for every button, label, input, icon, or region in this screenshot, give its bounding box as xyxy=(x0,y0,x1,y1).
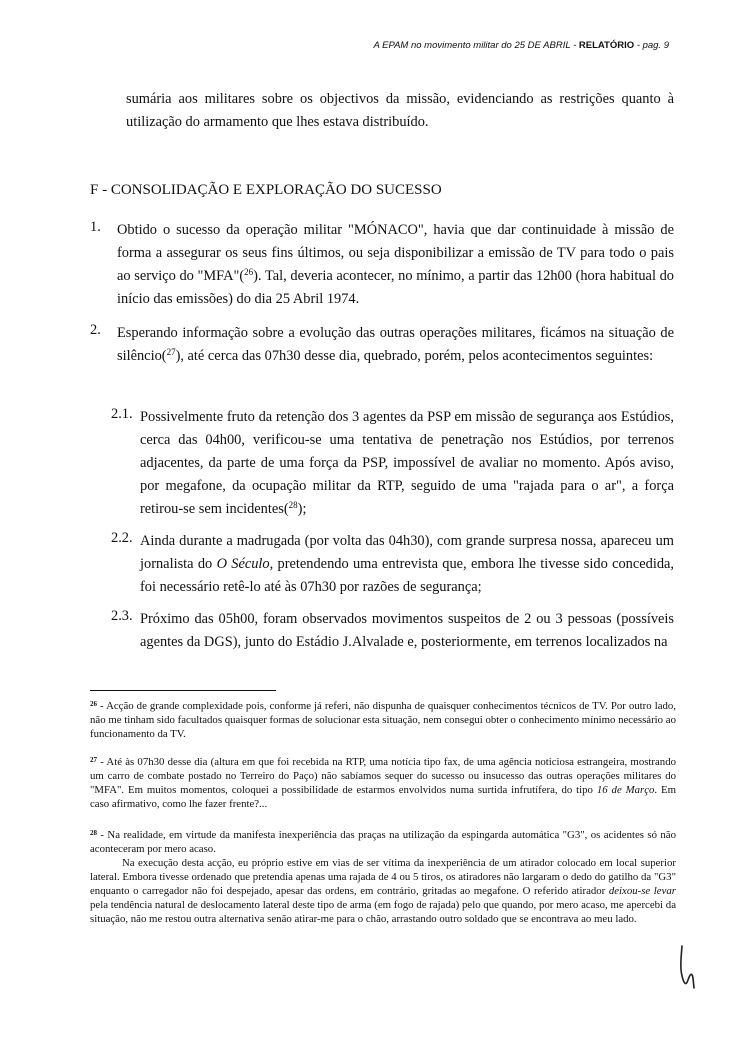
footnote-separator xyxy=(90,690,276,691)
footnote-28-italic: deixou-se levar xyxy=(608,885,676,897)
item-1-text-b: ). Tal, deveria acontecer, no mínimo, a partir das 12h00 (hora habitual do início das emissões) do dia 25 Abril 1974. xyxy=(117,268,674,307)
footnote-ref-26: 26 xyxy=(244,267,254,277)
intro-paragraph: sumária aos militares sobre os objectivos da missão, evidenciando as restrições quanto à utilização do armamento que lhes estava distribuído. xyxy=(126,91,674,130)
footnote-26-mark: 26 xyxy=(90,700,97,708)
footnote-28-para-1 xyxy=(90,826,676,856)
item-2-text-a: Esperando informação sobre a evolução das outras operações militares, ficámos na situação de silêncio( xyxy=(117,325,674,364)
footnote-28-para-2-a: Na execução desta acção, eu próprio estive em vias de ser vítima da inexperiência de um atirador colocado em local superior lateral. Embora tivesse ordenado que pretendia apenas uma rajada de 4 ou 5 tiros, os atiradores não largaram o dedo do gatilho da "G3" enquanto o carregador não foi despejado, apesar das ordens, em contrário, gritadas ao megafone. O referido atirador xyxy=(90,857,676,897)
footnote-27-italic: 16 de Março xyxy=(596,784,655,796)
newspaper-title: O Século xyxy=(216,556,270,572)
footnote-27-text-b: . Em caso afirmativo, como lhe fazer frente?... xyxy=(90,784,677,810)
footnote-28-mark: 28 xyxy=(90,829,97,837)
subitem-2-2-text xyxy=(140,530,674,599)
subitem-2-3-text: Próximo das 05h00, foram observados movimentos suspeitos de 2 ou 3 pessoas (possíveis agentes da DGS), junto do Estádio J.Alvalade e, posteriormente, em terrenos localizados na xyxy=(140,611,674,650)
page-header xyxy=(374,40,670,51)
footnote-26-text: - Acção de grande complexidade pois, conforme já referi, não dispunha de quaisquer conhecimentos técnicos de TV. Por outro lado, não me tinham sido facultados quaisquer formas de solucionar esta situação, nem consegui obter o conhecimento mínimo necessário ao funcionamento da TV. xyxy=(90,700,676,740)
subitem-2-1-text xyxy=(140,406,674,521)
item-1-text xyxy=(117,219,674,311)
item-1-text-a: Obtido o sucesso da operação militar "MÓNACO", havia que dar continuidade à missão de forma a assegurar os seus fins últimos, ou seja disponibilizar a emissão de TV para todo o pais ao serviço do "MFA"( xyxy=(117,222,674,284)
footnote-ref-27: 27 xyxy=(166,347,176,357)
footnote-27-text-a: - Até às 07h30 desse dia (altura em que foi recebida na RTP, uma notícia tipo fax, de uma agência noticiosa estrangeira, mostrando um carro de combate postado no Terreiro do Paço) não sabíamos sequer do sucesso ou insucesso das outras operações militares do "MFA". Em muitos momentos, coloquei a possibilidade de estarmos envolvidos numa surtida infrutífera, do tipo xyxy=(90,756,676,796)
subitem-2-2-number: 2.2. xyxy=(111,530,133,546)
header-report-label: RELATÓRIO xyxy=(578,40,635,51)
footnote-27-mark: 27 xyxy=(90,756,97,764)
subitem-2-2-text-b: , pretendendo uma entrevista que, embora lhe tivesse sido concedida, foi necessário retê-lo até às 07h30 por razões de segurança; xyxy=(140,556,674,595)
item-2-number: 2. xyxy=(90,322,101,338)
subitem-2-1-text-a: Possivelmente fruto da retenção dos 3 agentes da PSP em missão de segurança aos Estúdios, cerca das 04h00, verificou-se uma tentativa de penetração nos Estúdios, por terrenos adjacentes, da parte de uma força da PSP, impossível de avaliar no momento. Após aviso, por megafone, da ocupação militar da RTP, seguido de uma "rajada para o ar", a força retirou-se sem incidentes( xyxy=(140,409,674,517)
handwritten-initial xyxy=(676,944,700,990)
subitem-2-1-text-b: ); xyxy=(297,501,307,517)
footnote-28-para-2 xyxy=(90,856,676,926)
footnote-27 xyxy=(90,753,676,811)
section-heading: F - CONSOLIDAÇÃO E EXPLORAÇÃO DO SUCESSO xyxy=(90,182,442,198)
item-2-text-b: ), até cerca das 07h30 desse dia, quebrado, porém, pelos acontecimentos seguintes: xyxy=(175,348,654,364)
footnote-28-para-2-b: pela tendência natural de deslocamento lateral deste tipo de arma (em fogo de rajada) pelo que quando, por mero acaso, me apercebi da situação, não me restou outra alternativa senão atirar-me para o chão, arrastando outro soldado que se encontrava ao meu lado. xyxy=(90,899,676,925)
header-title: A EPAM no movimento militar do 25 DE ABRIL - xyxy=(373,40,579,51)
header-page-number: - pag. 9 xyxy=(634,40,669,51)
subitem-2-1-number: 2.1. xyxy=(111,406,133,422)
item-2-text xyxy=(117,322,674,368)
item-1-number: 1. xyxy=(90,219,101,235)
footnote-26 xyxy=(90,697,676,741)
subitem-2-3-number: 2.3. xyxy=(111,608,133,624)
footnote-28-text-a: - Na realidade, em virtude da manifesta inexperiência das praças na utilização da espingarda automática "G3", os acidentes só não aconteceram por mero acaso. xyxy=(90,829,676,855)
footnote-28 xyxy=(90,826,676,926)
footnote-ref-28: 28 xyxy=(288,500,298,510)
subitem-2-2-text-a: Ainda durante a madrugada (por volta das 04h30), com grande surpresa nossa, apareceu um jornalista do xyxy=(140,533,674,572)
